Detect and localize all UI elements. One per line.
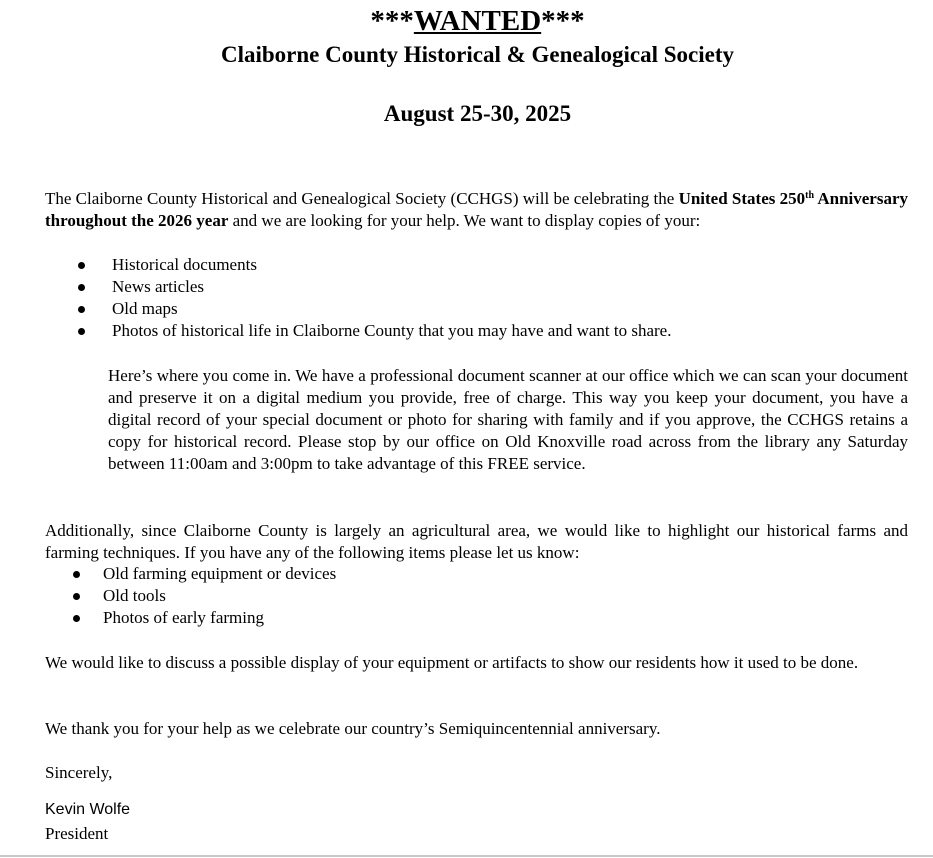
farming-items-list [103, 563, 336, 629]
list-item [112, 320, 671, 342]
bullet-icon [78, 262, 85, 269]
list-item [112, 298, 671, 320]
title-word: WANTED [413, 5, 542, 37]
display-paragraph: We would like to discuss a possible display of your equipment or artifacts to show our residents how it used to be done. [45, 653, 859, 672]
list-item-label: Photos of early farming [103, 608, 264, 627]
page-title [0, 3, 933, 39]
intro-bold-1: United States 250 [678, 189, 806, 208]
thanks-paragraph: We thank you for your help as we celebrate our country’s Semiquincentennial anniversary. [45, 719, 661, 738]
list-item-label: Old tools [103, 586, 166, 605]
title-suffix: *** [541, 5, 585, 37]
signer-title: President [45, 824, 109, 843]
scan-paragraph: Here’s where you come in. We have a professional document scanner at our office which we can scan your document and preserve it on a digital medium you provide, free of charge. This way you keep your document, you have a digital record of your special document or photo for sharing with family and if you approve, the CCHGS retains a copy for historical record. Please stop by our office on Old Knoxville road across from the library any Saturday between 11:00am and 3:00pm to take advantage of this FREE service. [108, 366, 908, 473]
list-item [112, 276, 671, 298]
list-item-label: News articles [112, 277, 205, 296]
signer-name: Kevin Wolfe [45, 801, 131, 818]
document-items-list [112, 254, 671, 342]
closing-text: Sincerely, [45, 763, 113, 782]
list-item-label: Historical documents [112, 255, 257, 274]
bullet-icon [73, 593, 80, 600]
intro-bold-sup: th [805, 190, 815, 201]
list-item [103, 563, 336, 585]
intro-bold-2: Anniversary throughout the 2026 year [45, 189, 909, 230]
farming-paragraph: Additionally, since Claiborne County is largely an agricultural area, we would like to highlight our historical farms and farming techniques. If you have any of the following items please let us know: [45, 521, 908, 562]
intro-text-2: and we are looking for your help. We want to display copies of your: [228, 211, 701, 230]
list-item [103, 585, 336, 607]
list-item [112, 254, 671, 276]
page-bottom-rule [0, 855, 933, 857]
bullet-icon [78, 306, 85, 313]
intro-paragraph [45, 188, 908, 232]
title-prefix: *** [370, 5, 414, 37]
organization-name: Claiborne County Historical & Genealogical Society [221, 42, 734, 67]
list-item [103, 607, 336, 629]
event-dates: August 25-30, 2025 [383, 101, 572, 126]
list-item-label: Old farming equipment or devices [103, 564, 337, 583]
bullet-icon [78, 328, 85, 335]
bullet-icon [73, 571, 80, 578]
bullet-icon [78, 284, 85, 291]
list-item-label: Old maps [112, 299, 178, 318]
list-item-label: Photos of historical life in Claiborne County that you may have and want to share. [112, 321, 672, 340]
bullet-icon [73, 615, 80, 622]
intro-text-1: The Claiborne County Historical and Genealogical Society (CCHGS) will be celebrating the [45, 189, 679, 208]
